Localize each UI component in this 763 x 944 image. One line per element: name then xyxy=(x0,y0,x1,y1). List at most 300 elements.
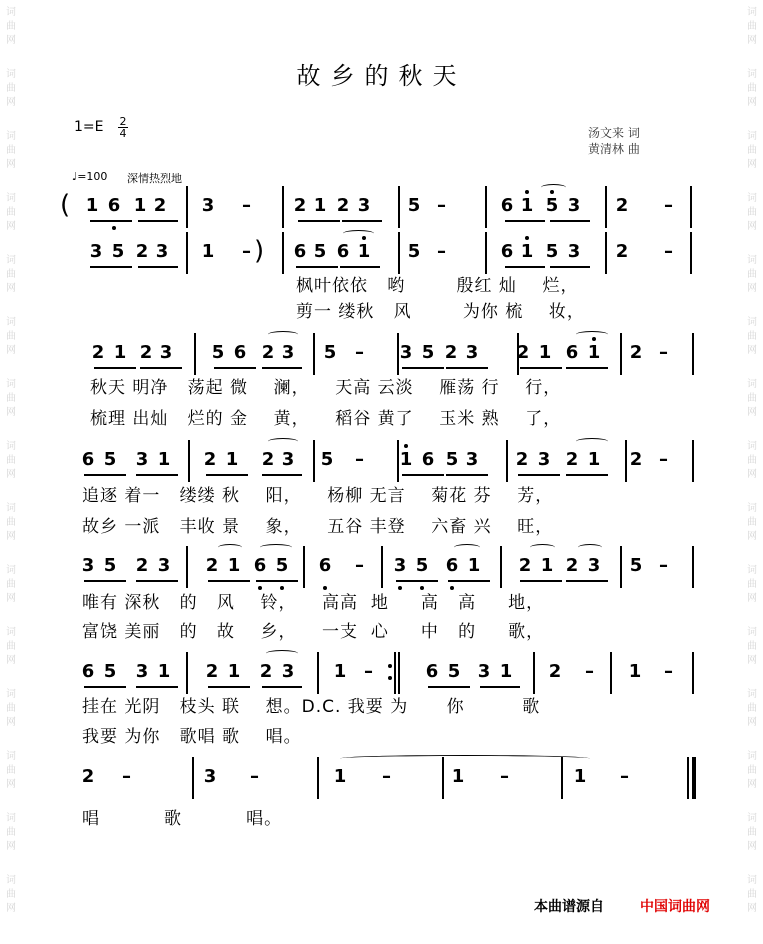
sustain-dash: – xyxy=(500,766,509,787)
jianpu-note: 2 xyxy=(444,342,458,363)
watermark-glyph: 曲 xyxy=(747,517,757,528)
watermark-glyph: 网 xyxy=(747,159,757,170)
barline xyxy=(605,232,607,274)
jianpu-note: 5 xyxy=(447,661,461,682)
repeat-paren: ) xyxy=(254,236,265,266)
jianpu-note: 1 xyxy=(113,342,127,363)
barline xyxy=(690,186,692,228)
jianpu-note: 1 xyxy=(201,241,215,262)
jianpu-note: 3 xyxy=(135,661,149,682)
jianpu-note: 2 xyxy=(615,241,629,262)
jianpu-note: 3 xyxy=(281,342,295,363)
lyric-line: 秋天 明净 荡起 微 澜， 天高 云淡 雁荡 行 行， xyxy=(90,378,562,398)
jianpu-note: 6 xyxy=(445,555,459,576)
watermark-glyph: 词 xyxy=(747,565,757,576)
jianpu-note: 6 xyxy=(107,195,121,216)
jianpu-note: 2 xyxy=(135,555,149,576)
slur xyxy=(541,184,566,191)
time-signature: 2 4 xyxy=(119,115,127,140)
sustain-dash: – xyxy=(437,195,446,216)
beam-underline xyxy=(136,686,178,688)
watermark-glyph: 词 xyxy=(6,627,16,638)
jianpu-note: 2 xyxy=(261,449,275,470)
watermark-glyph: 曲 xyxy=(6,331,16,342)
watermark-glyph: 网 xyxy=(747,593,757,604)
watermark-glyph: 曲 xyxy=(747,331,757,342)
watermark-glyph: 曲 xyxy=(6,827,16,838)
octave-dot-low xyxy=(112,226,116,230)
expression-mark: 深情热烈地 xyxy=(127,172,182,185)
slur xyxy=(576,438,608,445)
tempo-mark: ♩=100 xyxy=(72,170,108,183)
watermark-glyph: 网 xyxy=(6,159,16,170)
jianpu-note: 6 xyxy=(81,661,95,682)
slur xyxy=(268,331,298,338)
jianpu-note: 3 xyxy=(157,555,171,576)
jianpu-note: 2 xyxy=(629,342,643,363)
jianpu-note: 1 xyxy=(540,555,554,576)
jianpu-note: 1 xyxy=(357,241,371,262)
lyric-line: 枫叶依依 哟 殷红 灿 烂， xyxy=(296,276,579,296)
watermark-glyph: 词 xyxy=(747,131,757,142)
beam-underline xyxy=(340,266,380,268)
sustain-dash: – xyxy=(242,195,251,216)
octave-dot-high xyxy=(525,190,529,194)
composer-credit: 黄清林 曲 xyxy=(588,142,640,156)
jianpu-note: 5 xyxy=(103,661,117,682)
watermark-glyph: 曲 xyxy=(6,207,16,218)
barline xyxy=(186,652,188,694)
jianpu-note: 3 xyxy=(281,449,295,470)
jianpu-note: 2 xyxy=(203,449,217,470)
watermark-glyph: 曲 xyxy=(747,145,757,156)
jianpu-note: 2 xyxy=(615,195,629,216)
barline xyxy=(398,186,400,228)
watermark-glyph: 曲 xyxy=(6,269,16,280)
barline xyxy=(620,546,622,588)
jianpu-note: 2 xyxy=(516,342,530,363)
key-signature: 1=E xyxy=(74,119,104,135)
jianpu-note: 5 xyxy=(103,449,117,470)
watermark-glyph: 词 xyxy=(747,813,757,824)
watermark-glyph: 曲 xyxy=(6,889,16,900)
jianpu-note: 1 xyxy=(520,195,534,216)
watermark-glyph: 网 xyxy=(747,841,757,852)
footer-source: 中国词曲网 xyxy=(640,899,710,915)
jianpu-note: 2 xyxy=(518,555,532,576)
beam-underline xyxy=(138,220,178,222)
lyric-line: 追逐 着一 缕缕 秋 阳， 杨柳 无言 菊花 芬 芳， xyxy=(82,486,554,506)
jianpu-note: 1 xyxy=(587,342,601,363)
watermark-glyph: 网 xyxy=(747,345,757,356)
barline xyxy=(620,333,622,375)
watermark-glyph: 网 xyxy=(747,407,757,418)
jianpu-note: 3 xyxy=(89,241,103,262)
beam-underline xyxy=(94,367,136,369)
beam-underline xyxy=(448,580,490,582)
jianpu-note: 5 xyxy=(545,241,559,262)
sustain-dash: – xyxy=(437,241,446,262)
slur xyxy=(343,230,374,237)
barline xyxy=(692,333,694,375)
watermark-glyph: 曲 xyxy=(747,827,757,838)
watermark-glyph: 网 xyxy=(6,717,16,728)
jianpu-note: 5 xyxy=(320,449,334,470)
watermark-glyph: 曲 xyxy=(747,207,757,218)
beam-underline xyxy=(262,474,302,476)
beam-underline xyxy=(84,580,126,582)
beam-underline xyxy=(550,220,590,222)
watermark-glyph: 曲 xyxy=(6,641,16,652)
jianpu-note: 2 xyxy=(205,661,219,682)
jianpu-note: 1 xyxy=(227,661,241,682)
jianpu-note: 1 xyxy=(538,342,552,363)
watermark-glyph: 曲 xyxy=(747,889,757,900)
jianpu-note: 1 xyxy=(573,766,587,787)
barline xyxy=(381,546,383,588)
watermark-glyph: 曲 xyxy=(747,83,757,94)
jianpu-note: 5 xyxy=(275,555,289,576)
beam-underline xyxy=(84,474,126,476)
beam-underline xyxy=(566,474,608,476)
beam-underline xyxy=(446,474,488,476)
slur xyxy=(530,544,555,551)
watermark-glyph: 网 xyxy=(6,407,16,418)
repeat-dot xyxy=(388,676,392,680)
jianpu-note: 5 xyxy=(211,342,225,363)
watermark-glyph: 词 xyxy=(747,503,757,514)
watermark-glyph: 曲 xyxy=(6,83,16,94)
watermark-glyph: 网 xyxy=(6,345,16,356)
jianpu-note: 3 xyxy=(393,555,407,576)
barline xyxy=(485,186,487,228)
sustain-dash: – xyxy=(250,766,259,787)
sustain-dash: – xyxy=(355,342,364,363)
beam-underline xyxy=(262,686,302,688)
jianpu-note: 1 xyxy=(499,661,513,682)
watermark-glyph: 词 xyxy=(6,317,16,328)
barline xyxy=(692,652,694,694)
jianpu-note: 3 xyxy=(281,661,295,682)
watermark-glyph: 词 xyxy=(6,689,16,700)
watermark-left xyxy=(0,0,22,944)
jianpu-note: 2 xyxy=(135,241,149,262)
beam-underline xyxy=(214,367,256,369)
jianpu-note: 5 xyxy=(415,555,429,576)
beam-underline xyxy=(505,220,545,222)
watermark-glyph: 网 xyxy=(6,97,16,108)
jianpu-note: 3 xyxy=(465,342,479,363)
watermark-glyph: 网 xyxy=(6,593,16,604)
watermark-glyph: 曲 xyxy=(747,269,757,280)
beam-underline xyxy=(428,686,470,688)
watermark-glyph: 词 xyxy=(747,7,757,18)
jianpu-note: 2 xyxy=(565,449,579,470)
jianpu-note: 3 xyxy=(567,195,581,216)
lyric-line: 富饶 美丽 的 故 乡， 一支 心 中 的 歌， xyxy=(82,622,545,642)
watermark-glyph: 曲 xyxy=(6,579,16,590)
beam-underline xyxy=(262,367,302,369)
jianpu-note: 5 xyxy=(407,241,421,262)
beam-underline xyxy=(138,266,178,268)
jianpu-note: 2 xyxy=(629,449,643,470)
jianpu-note: 2 xyxy=(259,661,273,682)
jianpu-note: 1 xyxy=(313,195,327,216)
jianpu-note: 5 xyxy=(421,342,435,363)
jianpu-note: 6 xyxy=(233,342,247,363)
jianpu-note: 1 xyxy=(227,555,241,576)
watermark-glyph: 曲 xyxy=(6,765,16,776)
barline xyxy=(282,232,284,274)
watermark-glyph: 词 xyxy=(747,255,757,266)
watermark-right xyxy=(741,0,763,944)
watermark-glyph: 网 xyxy=(6,779,16,790)
beam-underline xyxy=(402,474,444,476)
beam-underline xyxy=(208,686,250,688)
barline xyxy=(317,652,319,694)
jianpu-note: 1 xyxy=(333,766,347,787)
jianpu-note: 6 xyxy=(421,449,435,470)
lyric-line: 故乡 一派 丰收 景 象， 五谷 丰登 六畜 兴 旺， xyxy=(82,517,554,537)
watermark-glyph: 曲 xyxy=(6,455,16,466)
jianpu-note: 6 xyxy=(500,195,514,216)
watermark-glyph: 网 xyxy=(6,531,16,542)
jianpu-note: 6 xyxy=(253,555,267,576)
sustain-dash: – xyxy=(364,661,373,682)
octave-dot-high xyxy=(525,236,529,240)
jianpu-note: 3 xyxy=(465,449,479,470)
repeat-paren: ( xyxy=(60,190,71,220)
watermark-glyph: 网 xyxy=(747,903,757,914)
jianpu-note: 1 xyxy=(520,241,534,262)
watermark-glyph: 词 xyxy=(6,255,16,266)
watermark-glyph: 词 xyxy=(6,503,16,514)
sustain-dash: – xyxy=(659,342,668,363)
sustain-dash: – xyxy=(242,241,251,262)
barline xyxy=(687,757,689,799)
beam-underline xyxy=(518,474,560,476)
jianpu-note: 6 xyxy=(81,449,95,470)
jianpu-note: 3 xyxy=(201,195,215,216)
watermark-glyph: 网 xyxy=(747,221,757,232)
barline xyxy=(506,440,508,482)
jianpu-note: 2 xyxy=(81,766,95,787)
watermark-glyph: 词 xyxy=(747,317,757,328)
barline xyxy=(188,440,190,482)
jianpu-note: 1 xyxy=(399,449,413,470)
jianpu-note: 3 xyxy=(81,555,95,576)
beam-underline xyxy=(296,266,338,268)
jianpu-note: 3 xyxy=(567,241,581,262)
barline xyxy=(192,757,194,799)
jianpu-note: 1 xyxy=(333,661,347,682)
watermark-glyph: 网 xyxy=(6,655,16,666)
watermark-glyph: 曲 xyxy=(747,703,757,714)
watermark-glyph: 词 xyxy=(747,689,757,700)
jianpu-note: 3 xyxy=(587,555,601,576)
jianpu-note: 3 xyxy=(477,661,491,682)
barline xyxy=(533,652,535,694)
lyricist-credit: 汤文来 词 xyxy=(588,126,640,140)
beam-underline xyxy=(84,686,126,688)
watermark-glyph: 网 xyxy=(747,97,757,108)
slur xyxy=(268,438,298,445)
beam-underline xyxy=(342,220,382,222)
barline xyxy=(303,546,305,588)
slur xyxy=(260,544,292,551)
barline xyxy=(561,757,563,799)
jianpu-note: 1 xyxy=(628,661,642,682)
slur xyxy=(340,755,590,762)
watermark-glyph: 词 xyxy=(747,875,757,886)
watermark-glyph: 网 xyxy=(747,531,757,542)
lyric-line: 唯有 深秋 的 风 铃， 高高 地 高 高 地， xyxy=(82,593,545,613)
sustain-dash: – xyxy=(659,555,668,576)
jianpu-note: 1 xyxy=(225,449,239,470)
barline xyxy=(625,440,627,482)
beam-underline xyxy=(520,367,562,369)
jianpu-note: 1 xyxy=(157,449,171,470)
watermark-glyph: 词 xyxy=(6,131,16,142)
jianpu-note: 6 xyxy=(293,241,307,262)
jianpu-note: 3 xyxy=(203,766,217,787)
jianpu-note: 5 xyxy=(629,555,643,576)
barline xyxy=(610,652,612,694)
jianpu-note: 1 xyxy=(133,195,147,216)
barline xyxy=(500,546,502,588)
lyric-line: 唱 歌 唱。 xyxy=(82,809,283,829)
watermark-glyph: 词 xyxy=(747,751,757,762)
jianpu-note: 6 xyxy=(425,661,439,682)
watermark-glyph: 词 xyxy=(6,69,16,80)
watermark-glyph: 曲 xyxy=(747,765,757,776)
jianpu-note: 2 xyxy=(153,195,167,216)
watermark-glyph: 词 xyxy=(6,379,16,390)
jianpu-note: 3 xyxy=(537,449,551,470)
watermark-glyph: 词 xyxy=(6,441,16,452)
barline xyxy=(317,757,319,799)
slur xyxy=(576,331,608,338)
watermark-glyph: 曲 xyxy=(6,517,16,528)
beam-underline xyxy=(520,580,562,582)
beam-underline xyxy=(90,266,132,268)
barline xyxy=(186,186,188,228)
jianpu-note: 2 xyxy=(565,555,579,576)
watermark-glyph: 词 xyxy=(6,565,16,576)
barline xyxy=(313,440,315,482)
sustain-dash: – xyxy=(585,661,594,682)
jianpu-note: 1 xyxy=(451,766,465,787)
sustain-dash: – xyxy=(664,195,673,216)
barline xyxy=(692,546,694,588)
sustain-dash: – xyxy=(122,766,131,787)
jianpu-note: 6 xyxy=(318,555,332,576)
jianpu-note: 5 xyxy=(545,195,559,216)
watermark-glyph: 曲 xyxy=(747,641,757,652)
watermark-glyph: 曲 xyxy=(6,145,16,156)
slur xyxy=(266,650,298,657)
barline xyxy=(282,186,284,228)
barline xyxy=(692,440,694,482)
barline xyxy=(605,186,607,228)
lyric-line: 剪一 缕秋 风 为你 梳 妆， xyxy=(296,302,585,322)
beam-underline xyxy=(206,474,248,476)
beam-underline xyxy=(505,266,545,268)
jianpu-note: 2 xyxy=(293,195,307,216)
jianpu-note: 5 xyxy=(103,555,117,576)
watermark-glyph: 词 xyxy=(6,813,16,824)
watermark-glyph: 网 xyxy=(6,221,16,232)
watermark-glyph: 曲 xyxy=(6,703,16,714)
barline xyxy=(186,546,188,588)
beam-underline xyxy=(550,266,590,268)
jianpu-note: 5 xyxy=(313,241,327,262)
beam-underline xyxy=(136,474,178,476)
lyric-line: 梳理 出灿 烂的 金 黄， 稻谷 黄了 玉米 熟 了， xyxy=(90,409,562,429)
barline xyxy=(398,652,400,694)
barline xyxy=(194,333,196,375)
watermark-glyph: 网 xyxy=(747,779,757,790)
footer-label: 本曲谱源自 xyxy=(534,899,604,915)
sustain-dash: – xyxy=(355,449,364,470)
watermark-glyph: 词 xyxy=(747,193,757,204)
slur xyxy=(578,544,602,551)
slur xyxy=(218,544,242,551)
watermark-glyph: 词 xyxy=(747,379,757,390)
slur xyxy=(454,544,480,551)
beam-underline xyxy=(480,686,520,688)
sustain-dash: – xyxy=(664,241,673,262)
watermark-glyph: 网 xyxy=(747,35,757,46)
barline xyxy=(398,232,400,274)
jianpu-note: 1 xyxy=(157,661,171,682)
jianpu-note: 5 xyxy=(445,449,459,470)
jianpu-note: 2 xyxy=(336,195,350,216)
sustain-dash: – xyxy=(659,449,668,470)
watermark-glyph: 网 xyxy=(747,717,757,728)
watermark-glyph: 网 xyxy=(6,469,16,480)
watermark-glyph: 词 xyxy=(747,69,757,80)
jianpu-note: 6 xyxy=(500,241,514,262)
watermark-glyph: 网 xyxy=(6,841,16,852)
barline xyxy=(690,232,692,274)
watermark-glyph: 词 xyxy=(6,193,16,204)
watermark-glyph: 曲 xyxy=(6,21,16,32)
watermark-glyph: 曲 xyxy=(6,393,16,404)
watermark-glyph: 曲 xyxy=(747,579,757,590)
sustain-dash: – xyxy=(620,766,629,787)
octave-dot-high xyxy=(404,444,408,448)
jianpu-note: 2 xyxy=(139,342,153,363)
watermark-glyph: 词 xyxy=(747,441,757,452)
beam-underline xyxy=(136,580,178,582)
beam-underline xyxy=(566,580,608,582)
sustain-dash: – xyxy=(382,766,391,787)
final-barline xyxy=(692,757,696,799)
beam-underline xyxy=(446,367,488,369)
jianpu-note: 6 xyxy=(336,241,350,262)
jianpu-note: 3 xyxy=(135,449,149,470)
beam-underline xyxy=(402,367,444,369)
watermark-glyph: 网 xyxy=(6,35,16,46)
sustain-dash: – xyxy=(664,661,673,682)
sustain-dash: – xyxy=(355,555,364,576)
watermark-glyph: 曲 xyxy=(747,21,757,32)
lyric-line: 我要 为你 歌唱 歌 唱。 xyxy=(82,727,302,747)
watermark-glyph: 曲 xyxy=(747,393,757,404)
jianpu-note: 2 xyxy=(205,555,219,576)
barline xyxy=(485,232,487,274)
